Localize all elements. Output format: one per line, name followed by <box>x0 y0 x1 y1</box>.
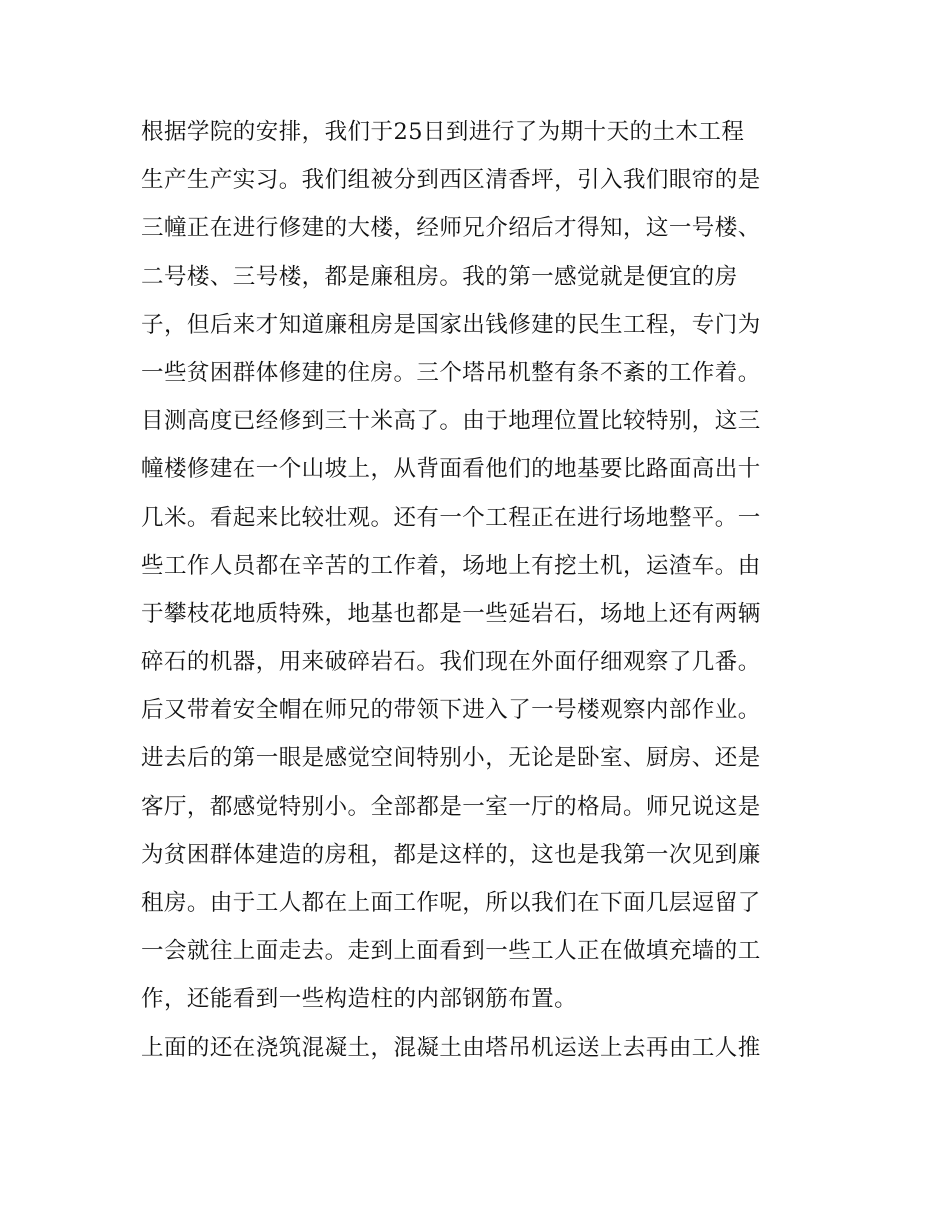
text-line-16: 为贫困群体建造的房租，都是这样的，这也是我第一次见到廉 <box>141 841 761 868</box>
text-line-7: 目测高度已经修到三十米高了。由于地理位置比较特别，这三 <box>141 408 761 435</box>
text-line-11: 于攀枝花地质特殊，地基也都是一些延岩石，场地上还有两辆 <box>141 600 761 627</box>
text-line-8: 幢楼修建在一个山坡上，从背面看他们的地基要比路面高出十 <box>141 456 761 483</box>
text-line-15: 客厅，都感觉特别小。全部都是一室一厅的格局。师兄说这是 <box>141 793 761 820</box>
text-line-18: 一会就往上面走去。走到上面看到一些工人正在做填充墙的工 <box>141 938 761 965</box>
text-line-2: 生产生产实习。我们组被分到西区清香坪，引入我们眼帘的是 <box>141 167 761 194</box>
text-line-1: 根据学院的安排，我们于25日到进行了为期十天的土木工程 <box>141 119 745 145</box>
text-line-4: 二号楼、三号楼，都是廉租房。我的第一感觉就是便宜的房 <box>141 263 738 290</box>
text-line-13: 后又带着安全帽在师兄的带领下进入了一号楼观察内部作业。 <box>141 697 761 724</box>
text-line-14: 进去后的第一眼是感觉空间特别小，无论是卧室、厨房、还是 <box>141 745 761 772</box>
text-line-19: 作，还能看到一些构造柱的内部钢筋布置。 <box>141 986 578 1013</box>
body-text <box>141 108 831 1072</box>
text-line-17: 租房。由于工人都在上面工作呢，所以我们在下面几层逗留了 <box>141 890 761 916</box>
text-line-3: 三幢正在进行修建的大楼，经师兄介绍后才得知，这一号楼、 <box>141 215 761 242</box>
text-line-12: 碎石的机器，用来破碎岩石。我们现在外面仔细观察了几番。 <box>141 649 761 676</box>
text-line-6: 一些贫困群体修建的住房。三个塔吊机整有条不紊的工作着。 <box>141 359 761 386</box>
text-line-9: 几米。看起来比较壮观。还有一个工程正在进行场地整平。一 <box>141 504 761 531</box>
text-line-20: 上面的还在浇筑混凝土，混凝土由塔吊机运送上去再由工人推 <box>141 1034 761 1061</box>
text-line-5: 子，但后来才知道廉租房是国家出钱修建的民生工程，专门为 <box>141 311 761 338</box>
text-line-10: 些工作人员都在辛苦的工作着，场地上有挖土机，运渣车。由 <box>141 552 761 579</box>
